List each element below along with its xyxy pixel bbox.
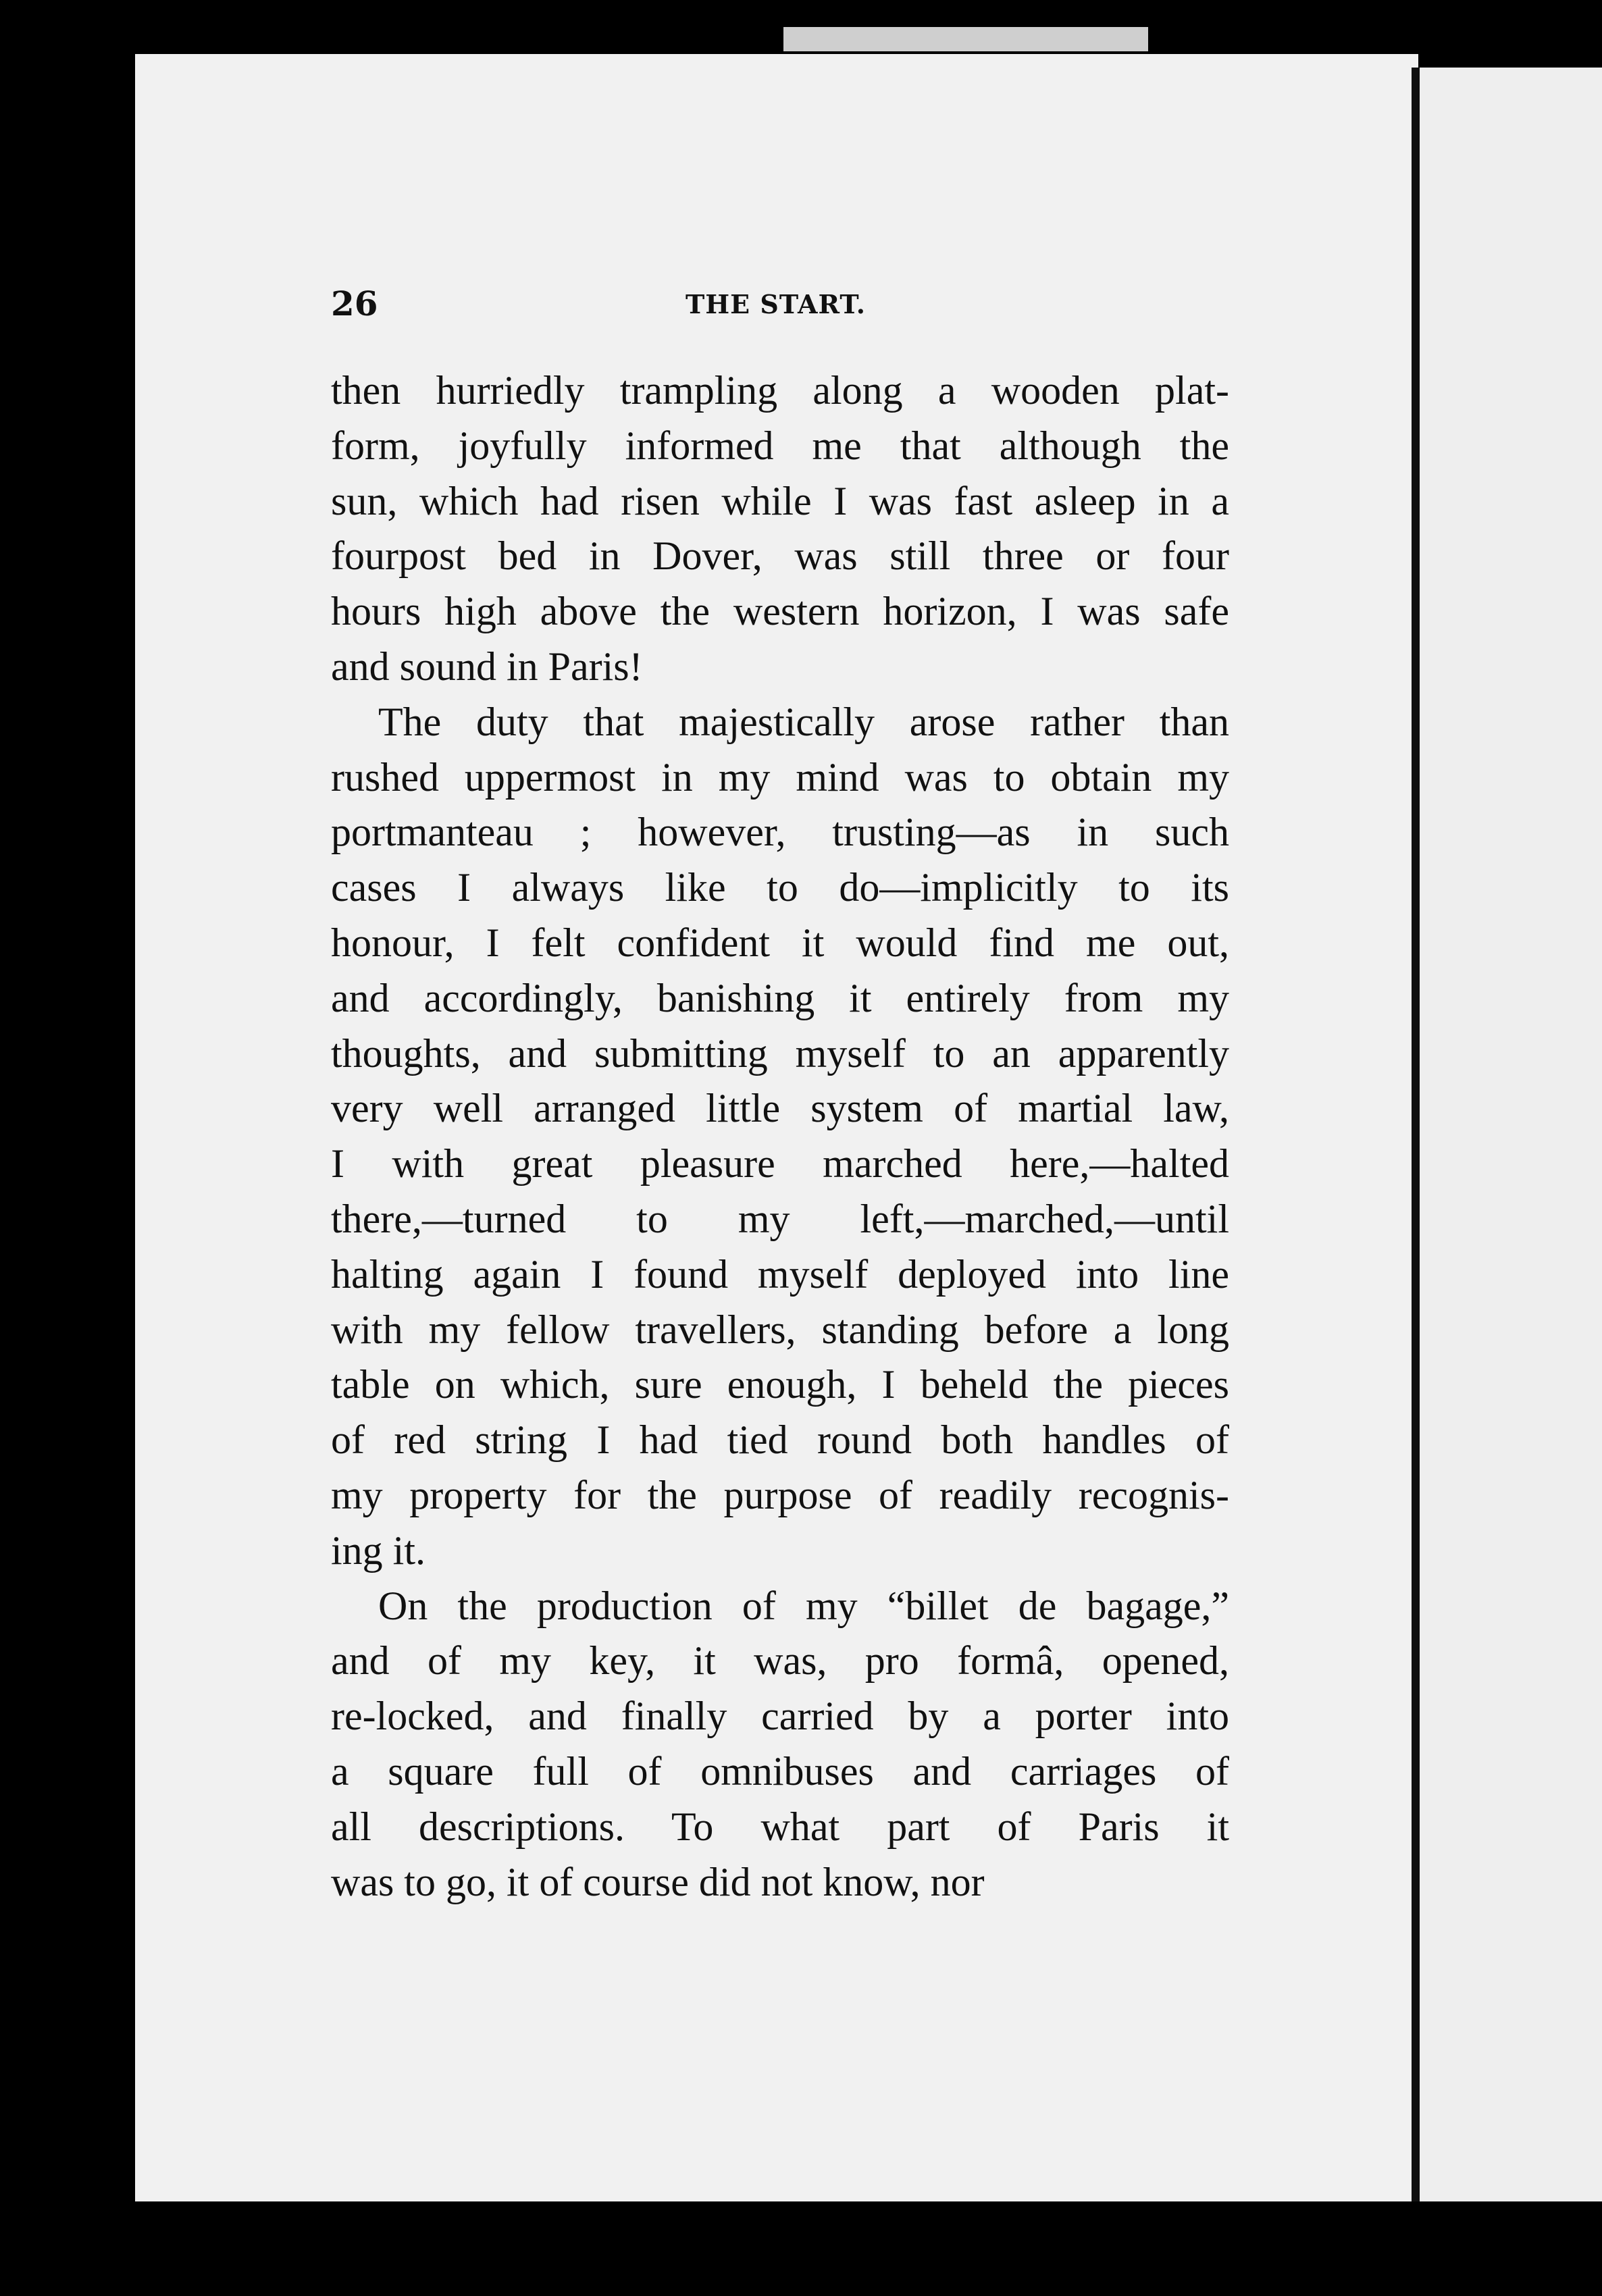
text-line: portmanteau ; however, trusting—as in such	[331, 810, 1229, 855]
text-line: honour, I felt confident it would find me out,	[331, 920, 1229, 965]
text-line: fourpost bed in Dover, was still three or four	[331, 533, 1229, 579]
text-line: then hurriedly trampling along a wooden plat-	[331, 368, 1229, 413]
text-line: and of my key, it was, pro formâ, opened,	[331, 1638, 1229, 1684]
page-number: 26	[331, 284, 378, 323]
text-line: a square full of omnibuses and carriages of	[331, 1748, 1229, 1794]
text-line: On the production of my “billet de bagage,”	[378, 1583, 1229, 1628]
text-line: hours high above the western horizon, I was safe	[331, 589, 1229, 634]
text-line: sun, which had risen while I was fast asleep in a	[331, 478, 1229, 523]
text-line: re-locked, and finally carried by a porter into	[331, 1694, 1229, 1739]
text-line: halting again I found myself deployed into line	[331, 1251, 1229, 1297]
text-line: thoughts, and submitting myself to an apparently	[331, 1030, 1229, 1076]
text-line: form, joyfully informed me that although the	[331, 423, 1229, 468]
text-line: was to go, it of course did not know, nor	[331, 1859, 985, 1904]
text-line: of red string I had tied round both handles of	[331, 1417, 1229, 1463]
text-line: and sound in Paris!	[331, 644, 643, 689]
scan-edge-strip	[783, 27, 1148, 51]
text-line: rushed uppermost in my mind was to obtain my	[331, 754, 1229, 800]
text-line: I with great pleasure marched here,—halted	[331, 1141, 1229, 1186]
adjacent-page-edge	[1420, 68, 1602, 2201]
text-line: table on which, sure enough, I beheld the pieces	[331, 1362, 1229, 1407]
paragraph	[331, 363, 1229, 695]
text-line: ing it.	[331, 1528, 426, 1573]
text-line: my property for the purpose of readily recognis-	[331, 1472, 1229, 1517]
text-line: The duty that majestically arose rather than	[378, 699, 1229, 744]
paragraph	[331, 695, 1229, 1579]
text-line: with my fellow travellers, standing before a long	[331, 1307, 1229, 1352]
text-line: very well arranged little system of martial law,	[331, 1086, 1229, 1131]
running-head	[331, 284, 1229, 331]
body-text	[331, 363, 1229, 1910]
page-gutter	[1412, 68, 1420, 2201]
paragraph	[331, 1579, 1229, 1910]
text-line: and accordingly, banishing it entirely from my	[331, 975, 1229, 1020]
text-line: all descriptions. To what part of Paris it	[331, 1804, 1229, 1849]
text-line: cases I always like to do—implicitly to its	[331, 865, 1229, 910]
running-title: THE START.	[686, 289, 867, 319]
text-line: there,—turned to my left,—marched,—until	[331, 1196, 1229, 1241]
